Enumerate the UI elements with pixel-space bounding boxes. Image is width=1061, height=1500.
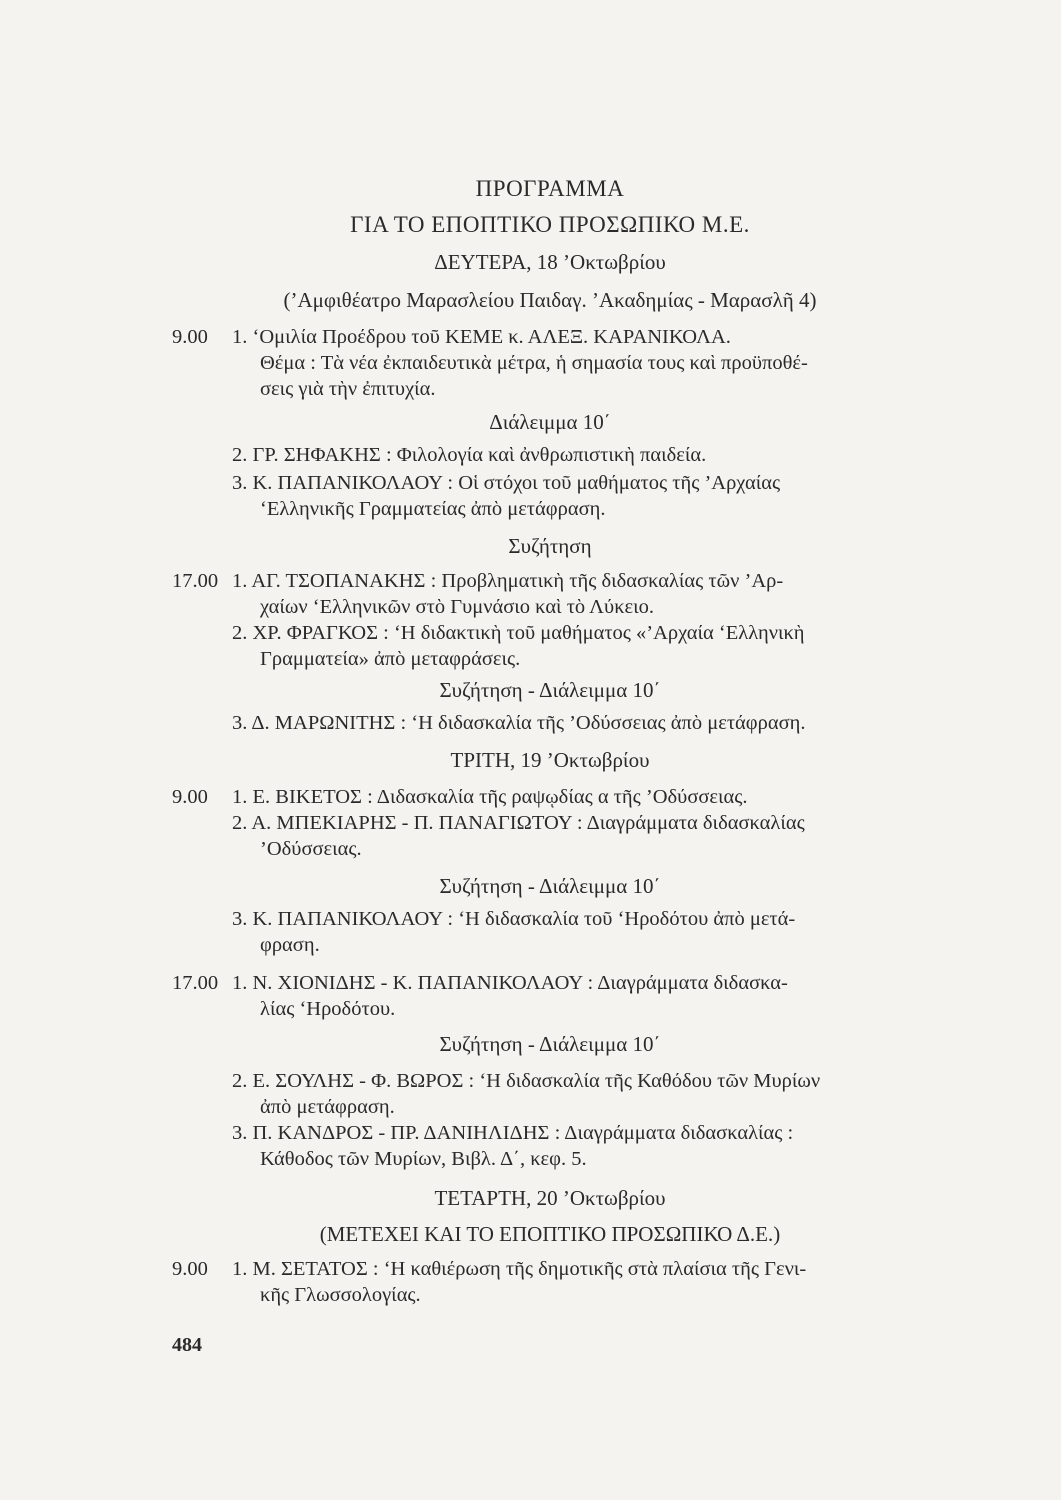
schedule-item: 2. ΓΡ. ΣΗΦΑΚΗΣ : Φιλολογία καὶ ἀνθρωπιστικὴ παιδεία. <box>232 444 707 466</box>
schedule-item-cont: Γραμματεία» ἀπὸ μεταφράσεις. <box>260 648 521 670</box>
schedule-item: 2. Α. ΜΠΕΚΙΑΡΗΣ - Π. ΠΑΝΑΓΙΩΤΟΥ : Διαγράμματα διδασκαλίας <box>232 812 805 834</box>
discussion-label: Συζήτηση - Διάλειμμα 10΄ <box>439 678 661 702</box>
schedule-item: 1. ΑΓ. ΤΣΟΠΑΝΑΚΗΣ : Προβληματικὴ τῆς διδασκαλίας τῶν ’Αρ- <box>232 570 784 592</box>
schedule-item-cont: ’Οδύσσειας. <box>260 838 362 860</box>
schedule-item: 1. Ν. ΧΙΟΝΙΔΗΣ - Κ. ΠΑΠΑΝΙΚΟΛΑΟΥ : Διαγράμματα διδασκα- <box>232 972 788 994</box>
schedule-item-cont: Θέμα : Τὰ νέα ἐκπαιδευτικὰ μέτρα, ἡ σημασία τους καὶ προϋποθέ- <box>260 352 808 374</box>
break-label: Διάλειμμα 10΄ <box>489 410 611 434</box>
tuesday-heading: ΤΡΙΤΗ, 19 ’Οκτωβρίου <box>450 748 650 772</box>
schedule-item: 1. Μ. ΣΕΤΑΤΟΣ : ‘Η καθιέρωση τῆς δημοτικῆς στὰ πλαίσια τῆς Γενι- <box>232 1258 807 1280</box>
schedule-item: 3. Κ. ΠΑΠΑΝΙΚΟΛΑΟΥ : ‘Η διδασκαλία τοῦ ‘Ηροδότου ἀπὸ μετά- <box>232 908 796 930</box>
schedule-item-cont: Κάθοδος τῶν Μυρίων, Βιβλ. Δ΄, κεφ. 5. <box>260 1148 587 1170</box>
schedule-item: 3. Δ. ΜΑΡΩΝΙΤΗΣ : ‘Η διδασκαλία τῆς ’Οδύσσειας ἀπὸ μετάφραση. <box>232 712 806 734</box>
monday-venue: (’Αμφιθέατρο Μαρασλείου Παιδαγ. ’Ακαδημίας - Μαρασλῆ 4) <box>283 288 817 312</box>
schedule-item: 3. Π. ΚΑΝΔΡΟΣ - ΠΡ. ΔΑΝΙΗΛΙΔΗΣ : Διαγράμματα διδασκαλίας : <box>232 1122 794 1144</box>
schedule-item-cont: ‘Ελληνικῆς Γραμματείας ἀπὸ μετάφραση. <box>260 498 606 520</box>
schedule-item-cont: σεις γιὰ τὴν ἐπιτυχία. <box>260 378 436 400</box>
wednesday-morning-time: 9.00 <box>172 1258 208 1280</box>
schedule-item: 1. Ε. ΒΙΚΕΤΟΣ : Διδασκαλία τῆς ραψῳδίας α τῆς ’Οδύσσειας. <box>232 786 748 808</box>
schedule-item: 3. Κ. ΠΑΠΑΝΙΚΟΛΑΟΥ : Οἱ στόχοι τοῦ μαθήματος τῆς ’Αρχαίας <box>232 472 781 494</box>
schedule-item: 1. ‘Ομιλία Προέδρου τοῦ ΚΕΜΕ κ. ΑΛΕΞ. ΚΑΡΑΝΙΚΟΛΑ. <box>232 326 731 348</box>
schedule-item-cont: φραση. <box>260 934 320 956</box>
page-number: 484 <box>172 1334 202 1356</box>
schedule-item-cont: λίας ‘Ηροδότου. <box>260 998 396 1020</box>
wednesday-heading: ΤΕΤΑΡΤΗ, 20 ’Οκτωβρίου <box>434 1186 666 1210</box>
tuesday-morning-time: 9.00 <box>172 786 208 808</box>
wednesday-note: (ΜΕΤΕΧΕΙ ΚΑΙ ΤΟ ΕΠΟΠΤΙΚΟ ΠΡΟΣΩΠΙΚΟ Δ.Ε.) <box>319 1222 781 1246</box>
monday-morning-time: 9.00 <box>172 326 208 348</box>
schedule-item: 2. ΧΡ. ΦΡΑΓΚΟΣ : ‘Η διδακτικὴ τοῦ μαθήματος «’Αρχαία ‘Ελληνικὴ <box>232 622 805 644</box>
discussion-label: Συζήτηση - Διάλειμμα 10΄ <box>439 1032 661 1056</box>
monday-heading: ΔΕΥΤΕΡΑ, 18 ’Οκτωβρίου <box>434 250 666 274</box>
schedule-item: 2. Ε. ΣΟΥΛΗΣ - Φ. ΒΩΡΟΣ : ‘Η διδασκαλία τῆς Καθόδου τῶν Μυρίων <box>232 1070 821 1092</box>
monday-afternoon-time: 17.00 <box>172 570 219 592</box>
program-subtitle: ΓΙΑ ΤΟ ΕΠΟΠΤΙΚΟ ΠΡΟΣΩΠΙΚΟ Μ.Ε. <box>350 212 750 237</box>
schedule-item-cont: κῆς Γλωσσολογίας. <box>260 1284 421 1306</box>
schedule-item-cont: ἀπὸ μετάφραση. <box>260 1096 395 1118</box>
discussion-label: Συζήτηση - Διάλειμμα 10΄ <box>439 874 661 898</box>
schedule-item-cont: χαίων ‘Ελληνικῶν στὸ Γυμνάσιο καὶ τὸ Λύκειο. <box>260 596 655 618</box>
tuesday-afternoon-time: 17.00 <box>172 972 219 994</box>
discussion-label: Συζήτηση <box>508 534 592 558</box>
program-title: ΠΡΟΓΡΑΜΜΑ <box>475 176 625 201</box>
